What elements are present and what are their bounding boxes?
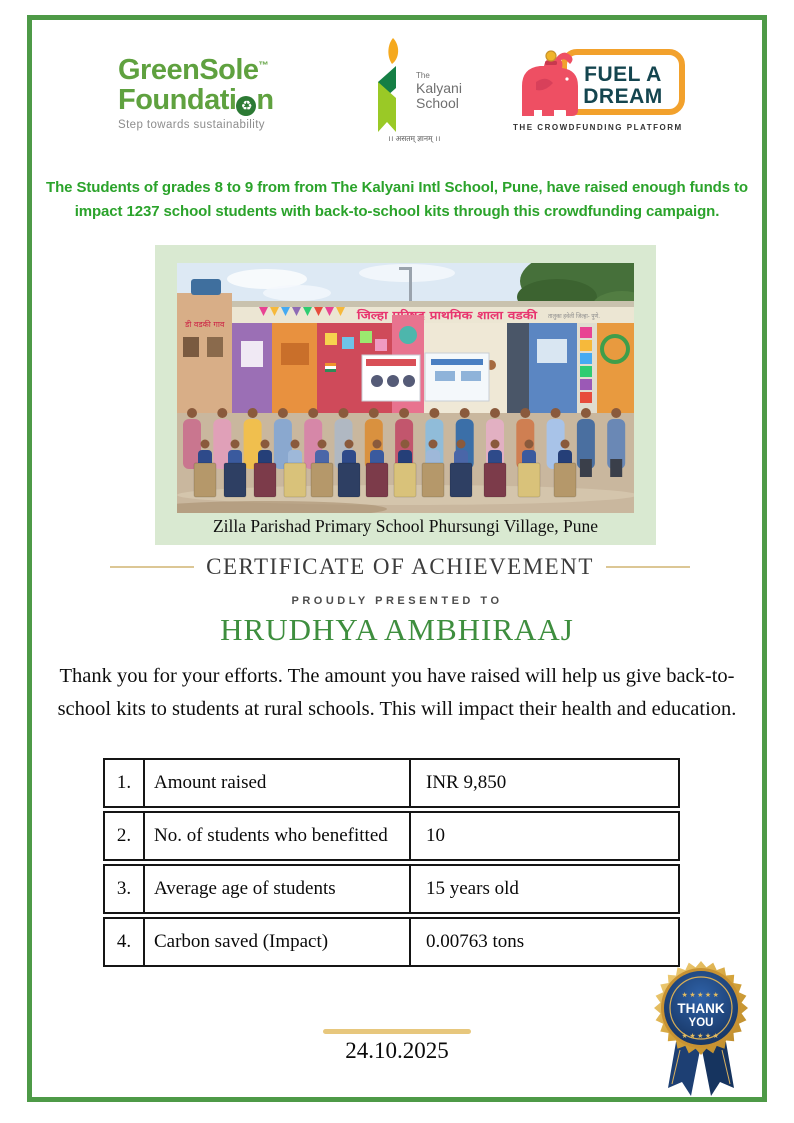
- recipient-name: HRUDHYA AMBHIRAAJ: [220, 612, 574, 647]
- row-number: 4.: [105, 919, 145, 965]
- elephant-eye: [565, 77, 568, 80]
- presented-label: PROUDLY PRESENTED TO: [291, 595, 503, 607]
- fuel-a-dream-tagline: THE CROWDFUNDING PLATFORM: [513, 123, 683, 132]
- school-group-photo-illustration: [177, 263, 634, 513]
- thank-you-message: Thank you for your efforts. The amount you have raised will help us give back-to-school kits to students at rural schools. This will impact their health and education.: [57, 665, 737, 721]
- campaign-statement: The Students of grades 8 to 9 from from The Kalyani Intl School, Pune, have raised enough funds to impact 1237 school students with back-to-school kits through this crowdfunding campaign.: [46, 179, 748, 220]
- kalyani-motto: ।। असतम् ज्ञानम् ।।: [387, 134, 441, 143]
- photo-frame: [155, 245, 656, 545]
- table-row: [103, 864, 680, 914]
- row-number: 3.: [105, 866, 145, 912]
- row-number: 1.: [105, 760, 145, 806]
- coin-icon: [546, 51, 556, 61]
- table-row: [103, 811, 680, 861]
- kalyani-school-logo: [350, 36, 478, 144]
- kalyani-school-word: School: [416, 95, 459, 112]
- kalyani-name: Kalyani: [416, 79, 462, 96]
- row-value: 10: [426, 825, 445, 846]
- kalyani-school-name: [416, 72, 462, 112]
- fuel-a-dream-logo: [508, 46, 688, 141]
- fuel-a-text: FUEL A: [584, 63, 662, 86]
- right-rule: [606, 566, 690, 568]
- greensole-name-text: GreenSole: [118, 54, 259, 86]
- row-value: INR 9,850: [426, 772, 507, 793]
- lamp-pole: [409, 267, 412, 305]
- left-ribbon: [668, 1042, 700, 1096]
- row-label: No. of students who benefitted: [145, 813, 411, 859]
- left-rule: [110, 566, 194, 568]
- greensole-tagline: Step towards sustainability: [118, 119, 265, 132]
- table-row: [103, 917, 680, 967]
- recycle-shoe-icon: ♻: [236, 96, 256, 116]
- school-banner-text: जिल्हा परिषद प्राथमिक शाला वडकी: [357, 309, 501, 322]
- row-number: 2.: [105, 813, 145, 859]
- dream-text: DREAM: [583, 85, 663, 108]
- date-highlight-bar: [323, 1029, 471, 1034]
- thank-you-badge: [642, 956, 760, 1098]
- wall-text: डी वडकी गाव: [185, 320, 225, 329]
- greensole-foundation-text-end: n: [256, 83, 274, 116]
- right-ribbon: [702, 1042, 734, 1096]
- row-value: 0.00763 tons: [426, 931, 525, 952]
- kalyani-the: The: [416, 71, 430, 80]
- row-value: 15 years old: [426, 878, 519, 899]
- greensole-name: [118, 56, 288, 115]
- table-row: [103, 758, 680, 808]
- impact-stats-table: [103, 758, 680, 970]
- water-tank: [191, 279, 221, 295]
- banner-side-text: तालुका हवेली जिल्हा- पुणे.: [548, 312, 600, 320]
- row-label: Average age of students: [145, 866, 411, 912]
- greensole-foundation-text: Foundati: [118, 83, 237, 116]
- photo-caption: Zilla Parishad Primary School Phursungi Village, Pune: [212, 516, 599, 536]
- row-label: Carbon saved (Impact): [145, 919, 411, 965]
- date: 24.10.2025: [345, 1038, 449, 1063]
- certificate-heading-row: [110, 554, 690, 580]
- certificate-heading: CERTIFICATE OF ACHIEVEMENT: [206, 554, 594, 579]
- fuel-a-dream-icon: [508, 46, 688, 136]
- badge-thank: THANK: [677, 1001, 725, 1016]
- kalyani-ribbon-icon: [366, 36, 410, 134]
- row-label: Amount raised: [145, 760, 411, 806]
- badge-stars-bottom: ★★★★★: [681, 1032, 721, 1040]
- badge-stars-top: ★★★★★: [681, 991, 721, 999]
- badge-you: YOU: [688, 1017, 714, 1029]
- school-photo: [177, 263, 634, 513]
- greensole-logo: [118, 56, 288, 131]
- trademark-symbol: ™: [258, 60, 269, 72]
